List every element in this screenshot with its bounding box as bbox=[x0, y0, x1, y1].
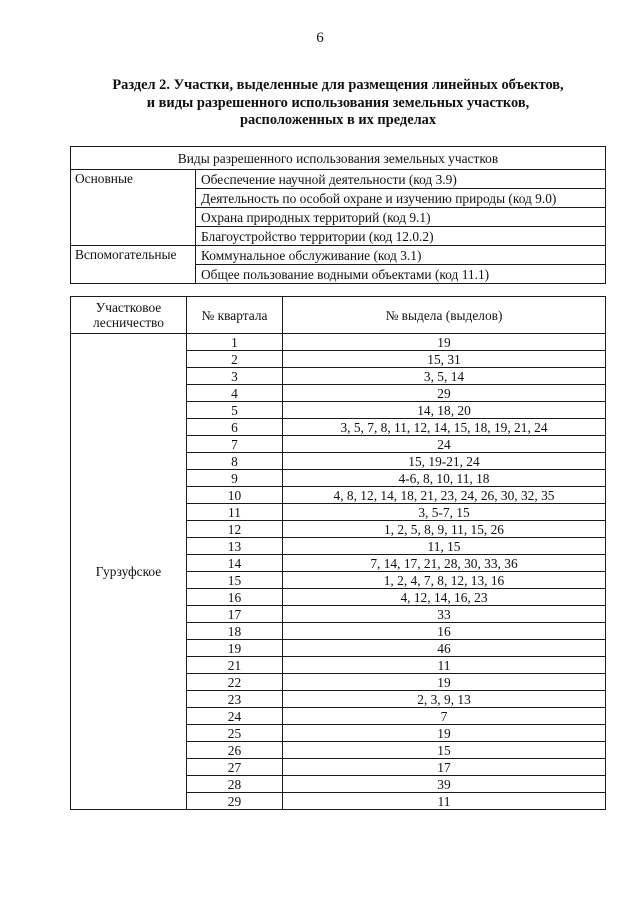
quarter-number: 2 bbox=[187, 351, 283, 368]
plot-numbers: 15, 31 bbox=[283, 351, 606, 368]
table-row bbox=[71, 147, 606, 170]
quarter-number: 12 bbox=[187, 521, 283, 538]
aux-uses-label: Вспомогательные bbox=[71, 246, 196, 284]
plots-header: № выдела (выделов) bbox=[283, 297, 606, 334]
plot-numbers: 19 bbox=[283, 725, 606, 742]
plot-numbers: 17 bbox=[283, 759, 606, 776]
quarter-number: 22 bbox=[187, 674, 283, 691]
section-title bbox=[70, 77, 606, 130]
quarter-number: 7 bbox=[187, 436, 283, 453]
plot-numbers: 3, 5, 7, 8, 11, 12, 14, 15, 18, 19, 21, 24 bbox=[283, 419, 606, 436]
section-title-line: расположенных в их пределах bbox=[239, 112, 437, 128]
quarter-number: 27 bbox=[187, 759, 283, 776]
plot-numbers: 7 bbox=[283, 708, 606, 725]
plot-numbers: 1, 2, 5, 8, 9, 11, 15, 26 bbox=[283, 521, 606, 538]
plot-numbers: 15, 19-21, 24 bbox=[283, 453, 606, 470]
plot-numbers: 2, 3, 9, 13 bbox=[283, 691, 606, 708]
quarter-number: 14 bbox=[187, 555, 283, 572]
quarter-number: 11 bbox=[187, 504, 283, 521]
main-uses-label: Основные bbox=[71, 170, 196, 246]
main-use-item: Охрана природных территорий (код 9.1) bbox=[196, 208, 606, 227]
page-number: 6 bbox=[316, 30, 324, 46]
plot-numbers: 1, 2, 4, 7, 8, 12, 13, 16 bbox=[283, 572, 606, 589]
plot-numbers: 11 bbox=[283, 657, 606, 674]
main-use-item: Обеспечение научной деятельности (код 3.9) bbox=[196, 170, 606, 189]
section-title-line: Раздел 2. Участки, выделенные для размещения линейных объектов, bbox=[112, 77, 564, 93]
quarter-number: 16 bbox=[187, 589, 283, 606]
plot-numbers: 11 bbox=[283, 793, 606, 810]
plot-numbers: 24 bbox=[283, 436, 606, 453]
quarter-number: 10 bbox=[187, 487, 283, 504]
table-header-row bbox=[71, 297, 606, 334]
quarters-table-body bbox=[71, 334, 606, 810]
aux-use-item: Коммунальное обслуживание (код 3.1) bbox=[196, 246, 606, 265]
quarter-number: 13 bbox=[187, 538, 283, 555]
quarter-number: 18 bbox=[187, 623, 283, 640]
plot-numbers: 4-6, 8, 10, 11, 18 bbox=[283, 470, 606, 487]
quarter-number: 6 bbox=[187, 419, 283, 436]
quarter-number: 4 bbox=[187, 385, 283, 402]
plot-numbers: 16 bbox=[283, 623, 606, 640]
plot-numbers: 46 bbox=[283, 640, 606, 657]
plot-numbers: 3, 5-7, 15 bbox=[283, 504, 606, 521]
quarter-number: 15 bbox=[187, 572, 283, 589]
quarter-header: № квартала bbox=[187, 297, 283, 334]
quarter-number: 17 bbox=[187, 606, 283, 623]
plot-numbers: 11, 15 bbox=[283, 538, 606, 555]
plot-numbers: 19 bbox=[283, 674, 606, 691]
plot-numbers: 3, 5, 14 bbox=[283, 368, 606, 385]
quarter-number: 29 bbox=[187, 793, 283, 810]
permitted-use-header: Виды разрешенного использования земельных участков bbox=[71, 147, 606, 170]
plot-numbers: 19 bbox=[283, 334, 606, 351]
quarter-number: 3 bbox=[187, 368, 283, 385]
quarter-number: 21 bbox=[187, 657, 283, 674]
plot-numbers: 39 bbox=[283, 776, 606, 793]
plot-numbers: 7, 14, 17, 21, 28, 30, 33, 36 bbox=[283, 555, 606, 572]
quarter-number: 5 bbox=[187, 402, 283, 419]
permitted-use-table bbox=[70, 146, 606, 284]
quarter-number: 1 bbox=[187, 334, 283, 351]
quarter-number: 25 bbox=[187, 725, 283, 742]
table-row bbox=[71, 170, 606, 189]
quarter-number: 19 bbox=[187, 640, 283, 657]
table-row bbox=[71, 334, 606, 351]
quarters-table bbox=[70, 296, 606, 810]
section-title-line: и виды разрешенного использования земельных участков, bbox=[146, 94, 530, 111]
quarter-number: 28 bbox=[187, 776, 283, 793]
quarter-number: 9 bbox=[187, 470, 283, 487]
plot-numbers: 15 bbox=[283, 742, 606, 759]
quarter-number: 26 bbox=[187, 742, 283, 759]
quarter-number: 24 bbox=[187, 708, 283, 725]
district-header: Участковое лесничество bbox=[71, 297, 187, 334]
plot-numbers: 33 bbox=[283, 606, 606, 623]
plot-numbers: 14, 18, 20 bbox=[283, 402, 606, 419]
main-use-item: Благоустройство территории (код 12.0.2) bbox=[196, 227, 606, 246]
aux-use-item: Общее пользование водными объектами (код 11.1) bbox=[196, 265, 606, 284]
district-name: Гурзуфское bbox=[71, 334, 187, 810]
table-row bbox=[71, 246, 606, 265]
main-use-item: Деятельность по особой охране и изучению природы (код 9.0) bbox=[196, 189, 606, 208]
plot-numbers: 4, 12, 14, 16, 23 bbox=[283, 589, 606, 606]
plot-numbers: 29 bbox=[283, 385, 606, 402]
plot-numbers: 4, 8, 12, 14, 18, 21, 23, 24, 26, 30, 32, 35 bbox=[283, 487, 606, 504]
quarter-number: 8 bbox=[187, 453, 283, 470]
quarter-number: 23 bbox=[187, 691, 283, 708]
